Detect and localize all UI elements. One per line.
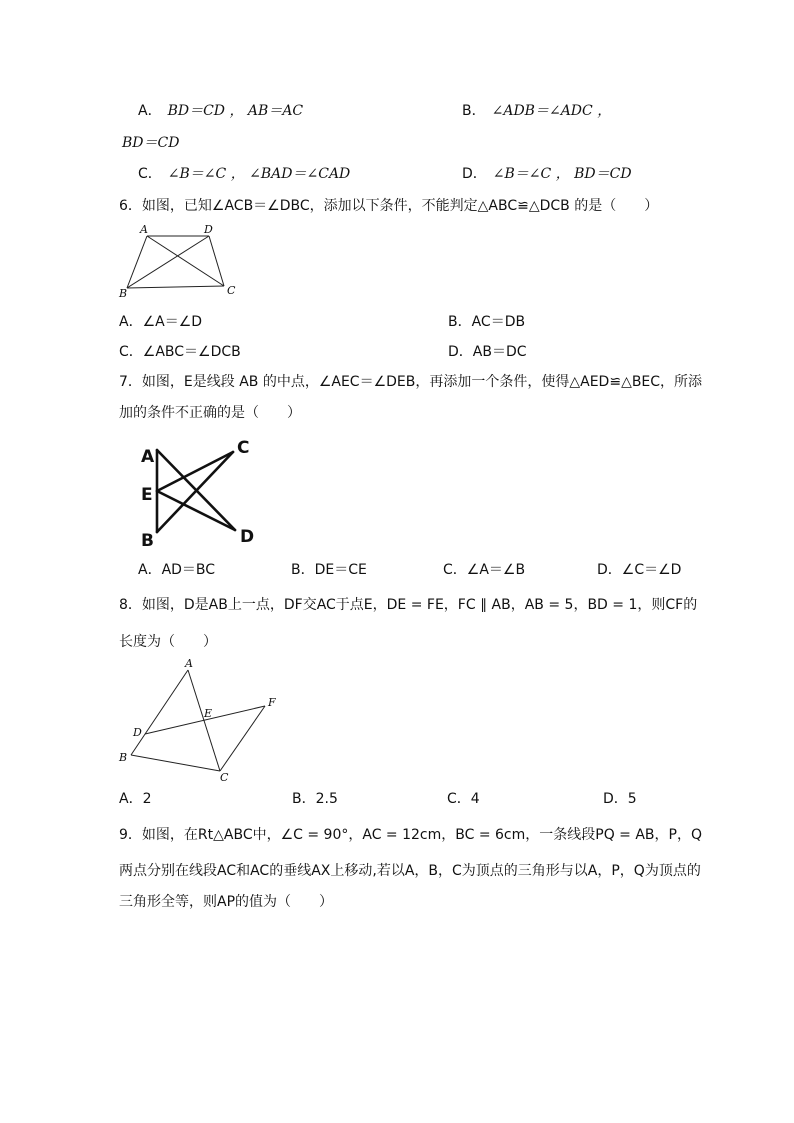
q7-label-b: B [141,531,154,551]
q8-label-f: F [268,696,276,709]
q7-option-b: B．DE＝CE [291,562,367,578]
q5-option-d-prefix: D． [462,166,487,182]
q6-label-d: D [204,223,213,236]
q8-option-c: C．4 [447,791,480,807]
q6-option-a: A．∠A＝∠D [119,314,203,330]
q5-option-c-math: ∠B＝∠C ， ∠BAD＝∠CAD [167,166,351,182]
q9-stem-line1: 9．如图，在Rt△ABC中，∠C = 90°，AC = 12cm，BC = 6cm，一条线段PQ = AB，P，Q [119,827,703,843]
q9-stem-line3: 三角形全等，则AP的值为（ ） [119,894,334,910]
q5-option-a-math: BD＝CD ， AB＝AC [167,103,304,119]
q6-label-b: B [119,287,128,300]
q6-label-c: C [227,284,236,297]
q7-label-e: E [141,485,153,505]
q9-stem-line2: 两点分别在线段AC和AC的垂线AX上移动,若以A，B，C为顶点的三角形与以A，P，Q为顶点的 [119,863,701,879]
q5-option-a-prefix: A． [138,103,162,119]
q8-option-b: B．2.5 [292,791,338,807]
q7-label-d: D [240,527,255,547]
q6-option-b: B．AC＝DB [448,314,526,330]
q8-segment-fc [220,706,265,771]
q8-stem-line1: 8．如图，D是AB上一点，DF交AC于点E，DE = FE，FC ∥ AB，AB = 5，BD = 1，则CF的 [119,597,698,613]
q7-stem-line2: 加的条件不正确的是（ ） [119,405,301,421]
q7-option-a: A．AD＝BC [138,562,216,578]
q7-option-d: D．∠C＝∠D [597,562,682,578]
q5-option-d-math: ∠B＝∠C ， BD＝CD [492,166,632,182]
q6-label-a: A [140,223,148,236]
q8-option-a: A．2 [119,791,152,807]
q6-stem: 6．如图，已知∠ACB＝∠DBC，添加以下条件，不能判定△ABC≌△DCB 的是（ ） [119,198,659,214]
q8-segment-ab [131,670,188,755]
q8-option-d: D．5 [603,791,637,807]
q8-label-b: B [119,751,128,764]
q5-option-b-prefix: B． [462,103,486,119]
q7-label-c: C [237,438,250,458]
q8-stem-line2: 长度为（ ） [119,634,217,650]
q5-option-b-math: ∠ADB＝∠ADC ， [491,103,612,119]
q8-label-d: D [133,726,142,739]
q5-option-c-prefix: C． [138,166,162,182]
q5-option-b-continuation: BD＝CD [122,135,180,151]
q7-option-c: C．∠A＝∠B [443,562,526,578]
q7-label-a: A [141,447,155,467]
q6-option-d: D．AB＝DC [448,344,527,360]
q7-stem-line1: 7．如图，E是线段 AB 的中点，∠AEC＝∠DEB，再添加一个条件，使得△AED≌△BEC，所添 [119,374,703,390]
q8-label-c: C [220,771,229,784]
q8-segment-bc [131,755,220,771]
q8-label-e: E [204,707,213,720]
q6-option-c: C．∠ABC＝∠DCB [119,344,241,360]
q8-label-a: A [185,657,193,670]
